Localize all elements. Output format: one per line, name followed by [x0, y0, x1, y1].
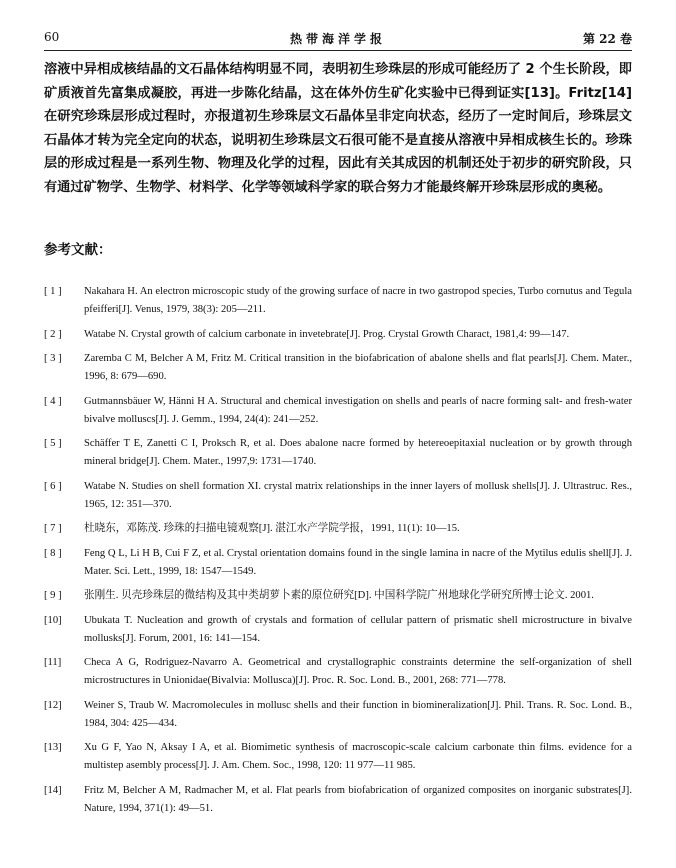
journal-title: 热带海洋学报	[289, 32, 386, 46]
reference-text: 张刚生. 贝壳珍珠层的微结构及其中类胡萝卜素的原位研究[D]. 中国科学院广州地球化学研究所博士论文. 2001.	[84, 590, 594, 601]
reference-text: Xu G F, Yao N, Aksay I A, et al. Biomimetic synthesis of macroscopic-scale calcium carbonate thin films. evidence for a multistep asembly process[J]. J. Am. Chem. Soc., 1998, 120: 11 977—11 985.	[84, 742, 632, 771]
reference-item	[44, 350, 632, 386]
reference-number: [ 4 ]	[44, 395, 62, 407]
reference-item	[44, 739, 632, 775]
reference-text: Feng Q L, Li H B, Cui F Z, et al. Crystal orientation domains found in the single lamina in nacre of the Mytilus edulis shell[J]. J. Mater. Sci. Lett., 1999, 18: 1547—1549.	[84, 547, 632, 577]
reference-list	[44, 283, 632, 824]
reference-text: Ubukata T. Nucleation and growth of crystals and formation of cellular pattern of prismatic shell microstructure in bivalve mollusks[J]. Forum, 2001, 16: 141—154.	[84, 614, 632, 644]
reference-item	[44, 612, 632, 648]
body-paragraph: 溶液中异相成核结晶的文石晶体结构明显不同，表明初生珍珠层的形成可能经历了 2 个生长阶段，即矿质液首先富集成凝胶，再进一步陈化结晶，这在体外仿生矿化实验中已得到证实[13]。Fritz[14]在研究珍珠层形成过程时，亦报道初生珍珠层文石晶体呈非定向状态，经历了一定时间后，珍珠层文石晶体才转为完全定向的状态，说明初生珍珠层文石很可能不是直接从溶液中异相成核生长的。珍珠层的形成过程是一系列生物、物理及化学的过程，因此有关其成因的机制还处于初步的研究阶段，只有通过矿物学、生物学、材料学、化学等领域科学家的联合努力才能最终解开珍珠层形成的奥秘。	[44, 62, 632, 195]
reference-item	[44, 478, 632, 514]
reference-item	[44, 782, 632, 818]
reference-text: Watabe N. Crystal growth of calcium carbonate in invetebrate[J]. Prog. Crystal Growth Charact, 1981,4: 99—147.	[84, 328, 570, 340]
reference-item	[44, 393, 632, 429]
reference-number: [13]	[44, 742, 62, 753]
references-heading: 参考文献：	[44, 242, 112, 258]
reference-item	[44, 326, 632, 344]
reference-text: Zaremba C M, Belcher A M, Fritz M. Critical transition in the biofabrication of abalone shells and flat pearls[J]. Chem. Mater., 1996, 8: 679—690.	[84, 353, 632, 382]
header-rule	[44, 50, 632, 51]
reference-item	[44, 697, 632, 733]
reference-number: [12]	[44, 699, 62, 711]
reference-number: [10]	[44, 614, 62, 626]
reference-item	[44, 545, 632, 581]
reference-number: [ 8 ]	[44, 547, 62, 559]
reference-number: [ 6 ]	[44, 480, 62, 492]
reference-item	[44, 283, 632, 319]
reference-number: [ 5 ]	[44, 438, 62, 449]
reference-number: [ 3 ]	[44, 353, 62, 364]
reference-text: Weiner S, Traub W. Macromolecules in mollusc shells and their function in biomineralization[J]. Phil. Trans. R. Soc. Lond. B., 1984, 304: 425—434.	[84, 699, 632, 729]
reference-item	[44, 587, 632, 605]
volume-label: 第 22 卷	[582, 32, 632, 46]
reference-text: Checa A G, Rodriguez-Navarro A. Geometrical and crystallographic constraints determine the self-organization of shell microstructures in Unionidae(Bivalvia: Mollusca)[J]. Proc. R. Soc. Lond. B., 2001, 268: 771—778.	[84, 657, 632, 686]
reference-text: Gutmannsbäuer W, Hänni H A. Structural and chemical investigation on shells and pearls of nacre forming salt- and fresh-water bivalve molluscs[J]. J. Gemm., 1994, 24(4): 241—252.	[84, 395, 632, 425]
page-number: 60	[44, 30, 60, 44]
reference-text: 杜晓东，邓陈茂. 珍珠的扫描电镜观察[J]. 湛江水产学院学报，1991, 11(1): 10—15.	[84, 523, 460, 534]
reference-text: Fritz M, Belcher A M, Radmacher M, et al. Flat pearls from biofabrication of organized composites on inorganic substrates[J]. Nature, 1994, 371(1): 49—51.	[84, 784, 632, 814]
running-header	[44, 30, 632, 48]
reference-text: Schäffer T E, Zanetti C I, Proksch R, et al. Does abalone nacre formed by hetereoepitaxial nucleation or by growth through mineral bridge[J]. Chem. Mater., 1997,9: 1731—1740.	[84, 438, 632, 467]
reference-number: [11]	[44, 657, 62, 668]
reference-number: [ 1 ]	[44, 286, 62, 297]
reference-item	[44, 435, 632, 471]
reference-number: [ 7 ]	[44, 523, 62, 534]
reference-number: [ 2 ]	[44, 328, 62, 340]
reference-text: Watabe N. Studies on shell formation XI. crystal matrix relationships in the inner layers of mollusk shells[J]. J. Ultrastruc. Res., 1965, 12: 351—370.	[84, 480, 632, 510]
reference-item	[44, 520, 632, 538]
reference-number: [14]	[44, 784, 62, 796]
reference-text: Nakahara H. An electron microscopic study of the growing surface of nacre in two gastropod species, Turbo cornutus and Tegula pfeifferi[J]. Venus, 1979, 38(3): 205—211.	[84, 286, 632, 315]
reference-item	[44, 654, 632, 690]
body-paragraph-block	[44, 58, 632, 199]
reference-number: [ 9 ]	[44, 590, 62, 601]
